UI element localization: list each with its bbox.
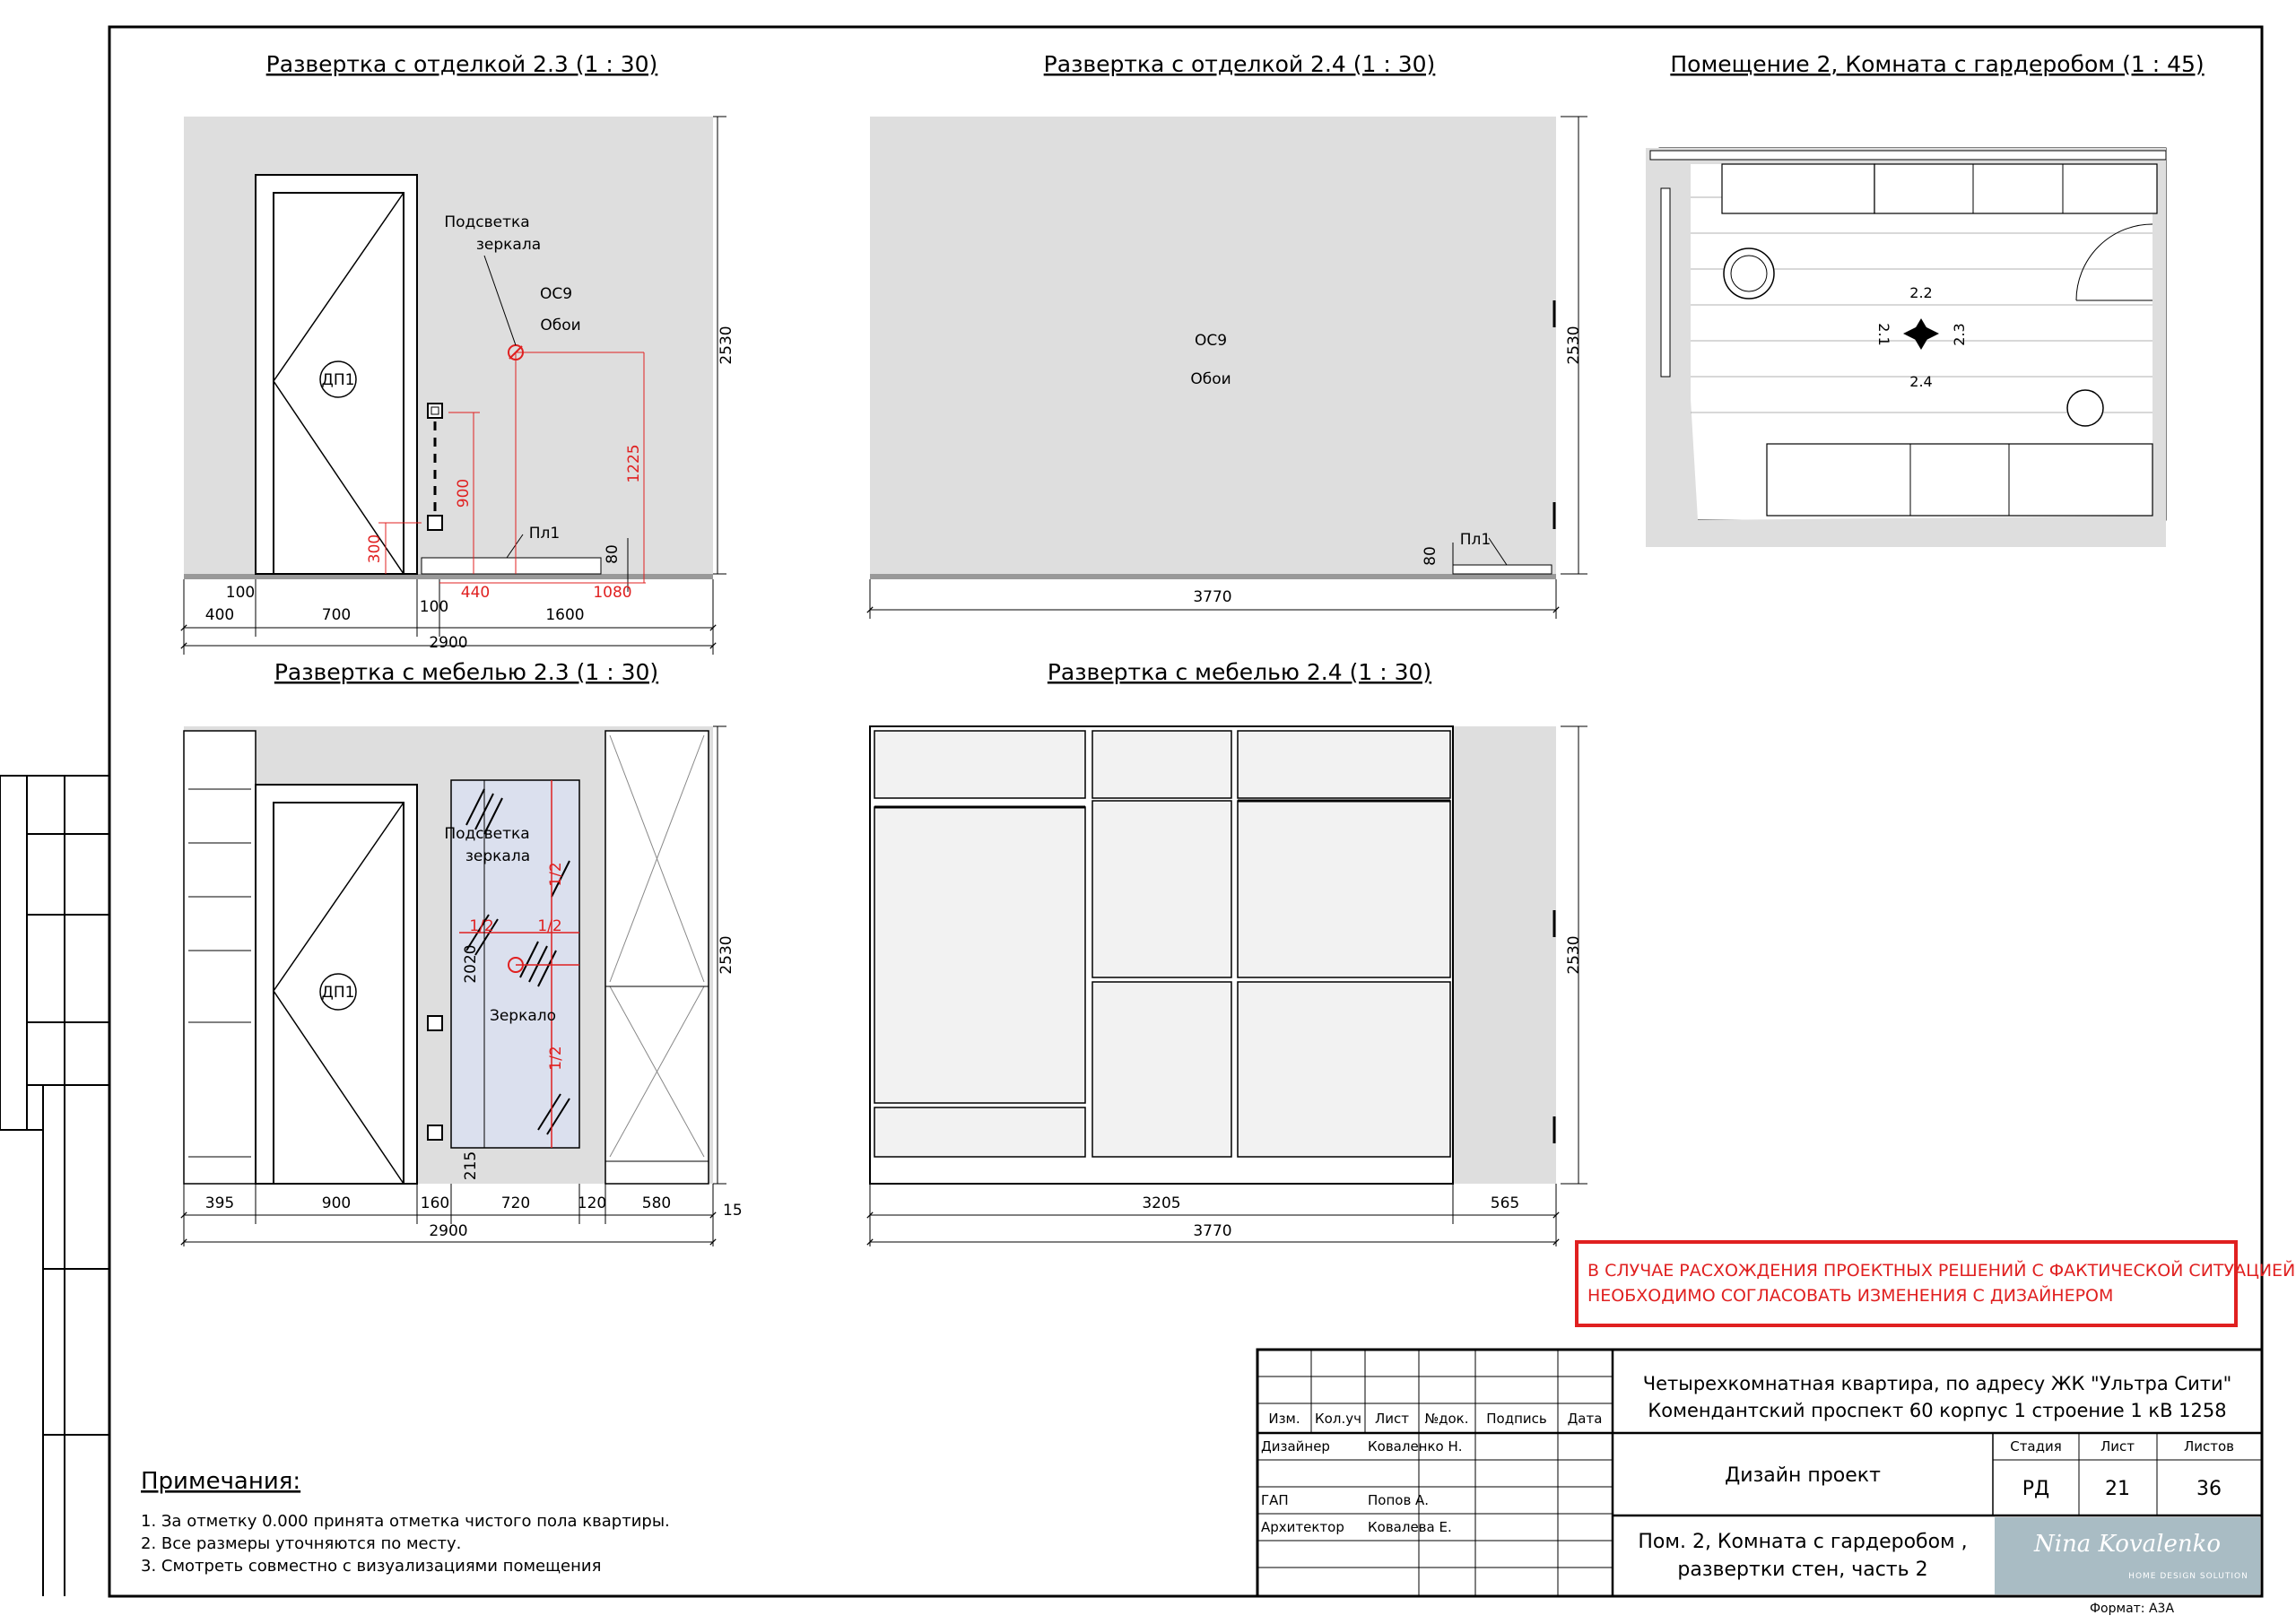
logo-tagline: HOME DESIGN SOLUTION: [2128, 1572, 2248, 1581]
sheets-value: 36: [2196, 1478, 2222, 1500]
dim-100b-s1: 100: [419, 598, 449, 616]
finish-code-s2: ОС9: [1194, 332, 1228, 350]
door-label-s1: ДП1: [321, 371, 355, 389]
half-label-2: 1/2: [537, 917, 562, 935]
desc-line-2: развертки стен, часть 2: [1677, 1559, 1928, 1581]
warning-line-1: В СЛУЧАЕ РАСХОЖДЕНИЯ ПРОЕКТНЫХ РЕШЕНИЙ С ФАКТИЧЕСКОЙ СИТУАЦИЕЙ: [1587, 1261, 2296, 1281]
elevation-s4: [184, 726, 713, 1184]
dim-900-s4: 900: [321, 1194, 352, 1212]
title-s2: Развертка с отделкой 2.4 (1 : 30): [1043, 51, 1436, 77]
project-line-1: Четырехкомнатная квартира, по адресу ЖК "Ультра Сити": [1642, 1373, 2232, 1394]
mirror-light-label-2-s4: зеркала: [465, 847, 531, 865]
dim-300-s1: 300: [366, 534, 384, 564]
mirror-light-label-1-s4: Подсветка: [444, 825, 530, 843]
dim-1600-s1: 1600: [545, 606, 585, 624]
dim-2020-s4: 2020: [462, 944, 480, 984]
half-label-4: 1/2: [547, 1046, 565, 1071]
stamp-hdr-2: Лист: [1374, 1411, 1410, 1427]
dim-160-s4: 160: [420, 1194, 450, 1212]
elevation-s5: [870, 726, 1556, 1184]
dim-height-s2: 2530: [1565, 326, 1583, 365]
warning-box: [1577, 1242, 2236, 1325]
door-label-s4: ДП1: [321, 984, 355, 1002]
stamp-name-1: Попов А.: [1368, 1492, 1430, 1508]
baseboard-label-s1: Пл1: [528, 525, 561, 543]
warning-line-2: НЕОБХОДИМО СОГЛАСОВАТЬ ИЗМЕНЕНИЯ С ДИЗАЙНЕРОМ: [1587, 1286, 2114, 1306]
floor-plan: [1646, 148, 2166, 547]
dim-900-s1: 900: [455, 478, 473, 508]
elevation-s1: [184, 117, 713, 579]
dim-height-s1: 2530: [718, 326, 735, 365]
dim-80-s2: 80: [1422, 546, 1439, 566]
stamp-hdr-4: Подпись: [1486, 1411, 1547, 1427]
stamp-role-1: ГАП: [1261, 1492, 1289, 1508]
sheet-label: Лист: [2100, 1438, 2135, 1455]
stamp-hdr-1: Кол.уч: [1315, 1411, 1361, 1427]
stage-label: Стадия: [2010, 1438, 2062, 1455]
doc-type: Дизайн проект: [1725, 1464, 1881, 1487]
title-s1: Развертка с отделкой 2.3 (1 : 30): [265, 51, 658, 77]
finish-name-s1: Обои: [540, 317, 581, 334]
stamp-headers: [1268, 1411, 1602, 1427]
dim-395-s4: 395: [204, 1194, 235, 1212]
mirror-light-label-2-s1: зеркала: [475, 236, 542, 254]
dim-120-s4: 120: [577, 1194, 607, 1212]
stage-value: РД: [2022, 1478, 2050, 1500]
dim-3205-s5: 3205: [1142, 1194, 1181, 1212]
dim-100a-s1: 100: [225, 584, 256, 602]
dim-700-s1: 700: [321, 606, 352, 624]
dim-2900-s4: 2900: [429, 1222, 468, 1240]
dim-3770-s5: 3770: [1193, 1222, 1232, 1240]
dim-15-s4: 15: [723, 1202, 743, 1220]
dim-height-s5: 2530: [1565, 935, 1583, 975]
dim-720-s4: 720: [500, 1194, 531, 1212]
stamp-hdr-5: Дата: [1567, 1411, 1603, 1427]
notes-title: Примечания:: [141, 1468, 301, 1495]
dim-400-s1: 400: [204, 606, 235, 624]
finish-code-s1: ОС9: [539, 285, 573, 303]
binding-strip: [0, 776, 109, 1596]
project-line-2: Комендантский проспект 60 корпус 1 строение 1 кВ 1258: [1648, 1400, 2227, 1421]
view-2-2: 2.2: [1909, 284, 1933, 301]
dim-height-s4: 2530: [718, 935, 735, 975]
half-label-3: 1/2: [547, 862, 565, 887]
sheet-value: 21: [2105, 1478, 2130, 1500]
finish-name-s2: Обои: [1190, 370, 1231, 388]
baseboard-label-s2: Пл1: [1459, 531, 1492, 549]
desc-line-1: Пом. 2, Комната с гардеробом ,: [1638, 1531, 1968, 1553]
view-2-3: 2.3: [1951, 323, 1968, 346]
stamp-role-0: Дизайнер: [1261, 1438, 1330, 1455]
note-3: 3. Смотреть совместно с визуализациями помещения: [141, 1557, 602, 1576]
mirror-label-s4: Зеркало: [489, 1007, 557, 1025]
stamp-name-0: Коваленко Н.: [1368, 1438, 1463, 1455]
dim-3770-s2: 3770: [1193, 588, 1232, 606]
stamp-hdr-3: №док.: [1424, 1411, 1469, 1427]
designer-logo: [1995, 1517, 2260, 1594]
dim-215-s4: 215: [462, 1151, 480, 1181]
dim-1080-s1: 1080: [593, 584, 632, 602]
title-s4: Развертка с мебелью 2.3 (1 : 30): [274, 659, 659, 685]
stamp-name-2: Ковалева Е.: [1368, 1519, 1452, 1535]
dim-2900-s1: 2900: [429, 634, 468, 652]
logo-name: Nina Kovalenko: [2034, 1531, 2221, 1558]
note-2: 2. Все размеры уточняются по месту.: [141, 1534, 462, 1553]
view-2-1: 2.1: [1875, 323, 1892, 346]
half-label-1: 1/2: [469, 917, 494, 935]
dim-580-s4: 580: [641, 1194, 672, 1212]
dim-80-s1: 80: [604, 544, 622, 564]
view-2-4: 2.4: [1909, 373, 1933, 390]
elevation-s2: [870, 117, 1556, 579]
dim-440-s1: 440: [460, 584, 491, 602]
dim-565-s5: 565: [1490, 1194, 1520, 1212]
stamp-hdr-0: Изм.: [1268, 1411, 1300, 1427]
stamp-role-2: Архитектор: [1261, 1519, 1344, 1535]
format-label: Формат: А3А: [2090, 1602, 2175, 1616]
mirror-light-label-1-s1: Подсветка: [444, 213, 530, 231]
sheets-label: Листов: [2183, 1438, 2235, 1455]
title-s5: Развертка с мебелью 2.4 (1 : 30): [1047, 659, 1432, 685]
note-1: 1. За отметку 0.000 принята отметка чистого пола квартиры.: [141, 1512, 670, 1531]
dim-1225-s1: 1225: [625, 444, 643, 483]
title-s3: Помещение 2, Комната с гардеробом (1 : 45): [1670, 51, 2205, 77]
